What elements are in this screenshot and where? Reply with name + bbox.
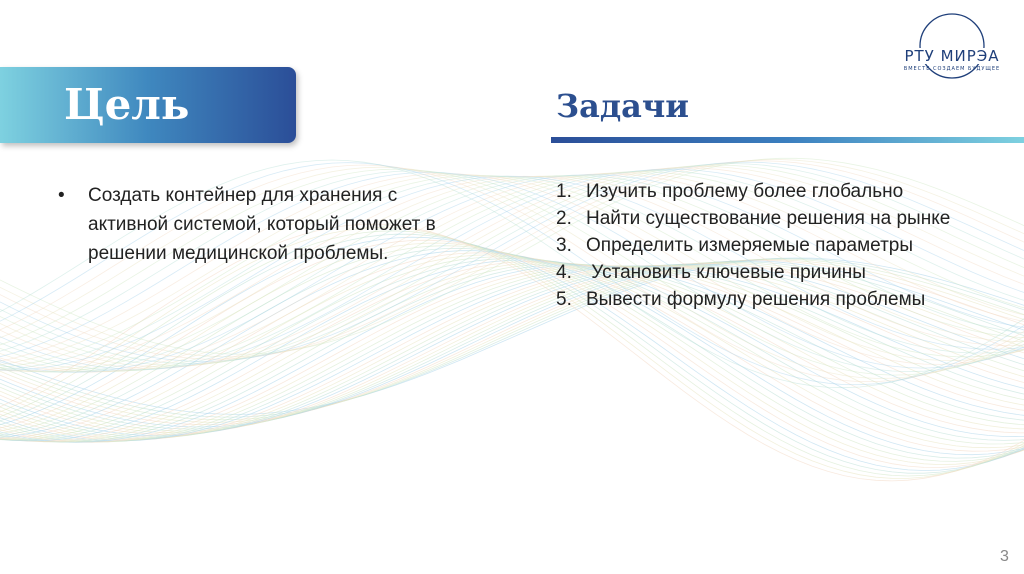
logo-tagline: ВМЕСТЕ СОЗДАЕМ БУДУЩЕЕ (903, 66, 1001, 72)
task-list-item (556, 205, 976, 232)
goal-title: Цель (64, 80, 190, 129)
task-text: Вывести формулу решения проблемы (586, 289, 926, 310)
task-text: Изучить проблему более глобально (586, 181, 904, 202)
tasks-underline (551, 137, 1024, 143)
task-number: 4. (556, 262, 572, 283)
task-text: Установить ключевые причины (586, 262, 866, 283)
task-list-item (556, 178, 976, 205)
task-number: 3. (556, 235, 572, 256)
bullet-icon: • (58, 185, 65, 206)
goal-list-item (58, 181, 438, 268)
task-list-item (556, 259, 976, 286)
task-text: Определить измеряемые параметры (586, 235, 914, 256)
task-list-item (556, 232, 976, 259)
university-logo (900, 10, 1004, 82)
tasks-list (556, 178, 976, 313)
logo-name: РТУ МИРЭА (900, 48, 1004, 64)
page-number: 3 (1000, 548, 1009, 565)
task-list-item (556, 286, 976, 313)
goal-item-text: Создать контейнер для хранения с активной системой, который поможет в решении медицинской проблемы. (88, 185, 436, 264)
task-number: 2. (556, 208, 572, 229)
goal-list (58, 181, 438, 268)
task-text: Найти существование решения на рынке (586, 208, 951, 229)
tasks-title: Задачи (556, 87, 690, 125)
goal-banner (0, 67, 296, 143)
task-number: 5. (556, 289, 572, 310)
task-number: 1. (556, 181, 572, 202)
